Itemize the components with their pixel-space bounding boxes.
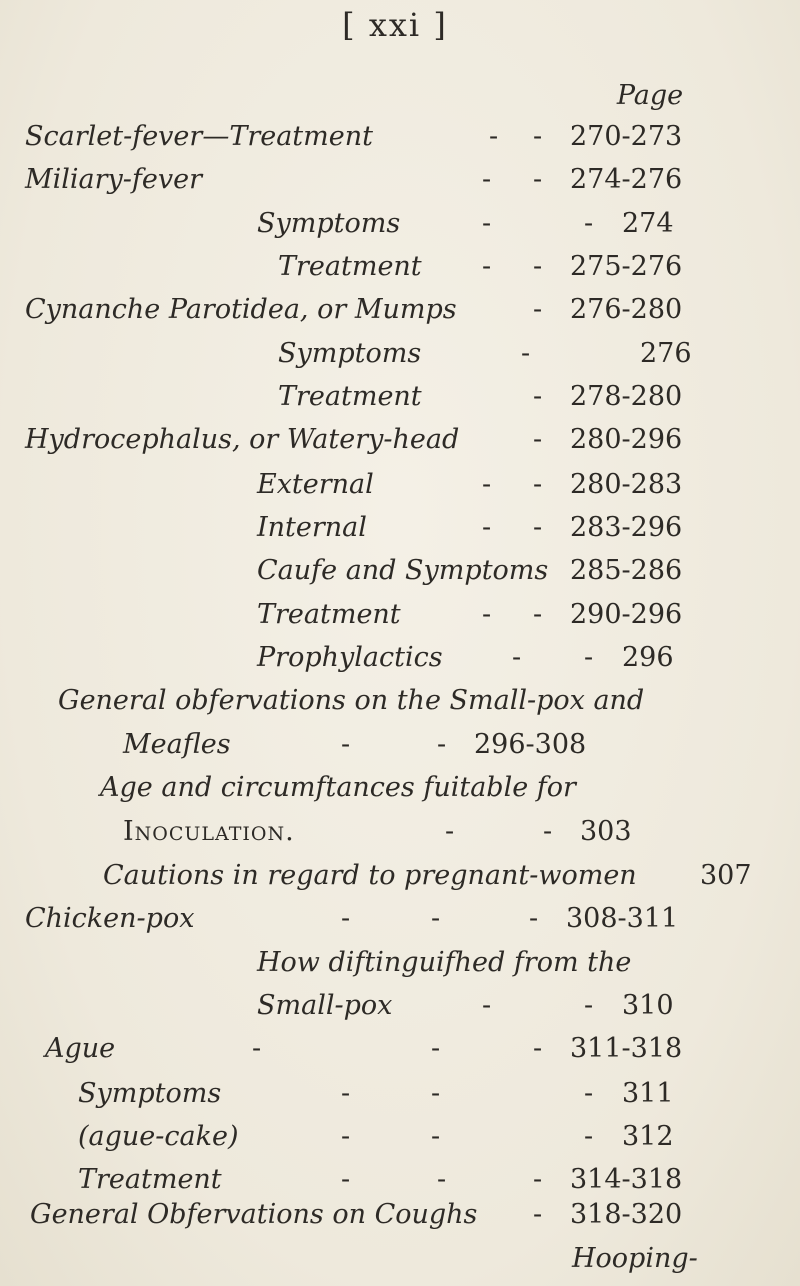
leader-dash: -: [482, 164, 492, 195]
leader-dash: -: [529, 903, 539, 934]
toc-entry: (ague-cake): [78, 1121, 239, 1152]
toc-row: [0, 1192, 800, 1238]
toc-row: [0, 374, 800, 420]
toc-page-number: 274-276: [570, 164, 683, 195]
toc-entry: Ague: [45, 1033, 116, 1064]
leader-dash: -: [533, 1033, 543, 1064]
leader-dash: -: [533, 381, 543, 412]
toc-page-number: 314-318: [570, 1164, 683, 1195]
toc-page-number: 296: [622, 642, 674, 673]
leader-dash: -: [521, 338, 531, 369]
leader-dash: -: [252, 1033, 262, 1064]
toc-entry: Treatment: [278, 251, 422, 282]
toc-entry: Cynanche Parotidea, or Mumps: [25, 294, 457, 325]
leader-dash: -: [533, 121, 543, 152]
leader-dash: -: [512, 642, 522, 673]
leader-dash: -: [482, 599, 492, 630]
leader-dash: -: [482, 990, 492, 1021]
leader-dash: -: [533, 512, 543, 543]
toc-entry: Prophylactics: [257, 642, 443, 673]
toc-row: [0, 1114, 800, 1160]
toc-row: [0, 983, 800, 1029]
toc-row: [0, 548, 800, 594]
toc-row: [0, 201, 800, 247]
toc-page-number: 310: [622, 990, 674, 1021]
toc-entry: External: [257, 469, 374, 500]
toc-page-number: 290-296: [570, 599, 683, 630]
leader-dash: -: [533, 1164, 543, 1195]
toc-row: [0, 417, 800, 463]
leader-dash: -: [445, 816, 455, 847]
leader-dash: -: [584, 1078, 594, 1109]
leader-dash: -: [482, 208, 492, 239]
leader-dash: -: [533, 424, 543, 455]
toc-page-number: 285-286: [570, 555, 683, 586]
toc-entry: Treatment: [278, 381, 422, 412]
toc-row: [0, 896, 800, 942]
toc-entry: Cautions in regard to pregnant-women: [103, 860, 637, 891]
leader-dash: -: [431, 1033, 441, 1064]
toc-page-number: 280-283: [570, 469, 683, 500]
folio-number: [ xxi ]: [342, 6, 448, 44]
toc-entry: Symptoms: [278, 338, 422, 369]
toc-page-number: 312: [622, 1121, 674, 1152]
leader-dash: -: [482, 251, 492, 282]
toc-page-number: 307: [700, 860, 752, 891]
toc-entry: Miliary-fever: [25, 164, 203, 195]
toc-entry: Caufe and Symptoms: [257, 555, 549, 586]
toc-entry: Symptoms: [257, 208, 401, 239]
toc-entry: Small-pox: [257, 990, 393, 1021]
leader-dash: -: [533, 599, 543, 630]
toc-row: [0, 287, 800, 333]
leader-dash: -: [437, 729, 447, 760]
leader-dash: -: [341, 729, 351, 760]
toc-row: [0, 635, 800, 681]
toc-entry: General obfervations on the Small-pox and: [58, 685, 645, 716]
leader-dash: -: [584, 208, 594, 239]
leader-dash: -: [431, 903, 441, 934]
toc-page-number: 311-318: [570, 1033, 683, 1064]
toc-entry: Inoculation.: [123, 816, 295, 847]
leader-dash: -: [341, 903, 351, 934]
toc-row: [0, 331, 800, 377]
leader-dash: -: [431, 1121, 441, 1152]
leader-dash: -: [431, 1078, 441, 1109]
toc-row: [0, 1071, 800, 1117]
toc-page-number: 311: [622, 1078, 674, 1109]
leader-dash: -: [533, 294, 543, 325]
leader-dash: -: [437, 1164, 447, 1195]
toc-row: [0, 592, 800, 638]
toc-row: [0, 809, 800, 855]
leader-dash: -: [533, 164, 543, 195]
toc-entry: Symptoms: [78, 1078, 222, 1109]
toc-page-number: 274: [622, 208, 674, 239]
toc-row: [0, 462, 800, 508]
leader-dash: -: [584, 990, 594, 1021]
toc-entry: Internal: [257, 512, 367, 543]
toc-page-number: 278-280: [570, 381, 683, 412]
toc-entry: Scarlet-fever—Treatment: [25, 121, 373, 152]
toc-page-number: 270-273: [570, 121, 683, 152]
toc-row: [0, 157, 800, 203]
toc-page-number: 308-311: [566, 903, 679, 934]
leader-dash: -: [482, 469, 492, 500]
catchword: Hooping-: [572, 1243, 698, 1274]
toc-page-number: 276-280: [570, 294, 683, 325]
toc-entry: Age and circumftances fuitable for: [100, 772, 576, 803]
toc-row: [0, 1026, 800, 1072]
toc-entry: Treatment: [78, 1164, 222, 1195]
toc-page-number: 280-296: [570, 424, 683, 455]
toc-page-number: 276: [640, 338, 692, 369]
leader-dash: -: [489, 121, 499, 152]
toc-page-number: 318-320: [570, 1199, 683, 1230]
leader-dash: -: [533, 1199, 543, 1230]
page-column-header: Page: [616, 80, 684, 111]
toc-row: [0, 722, 800, 768]
toc-entry: General Obfervations on Coughs: [30, 1199, 478, 1230]
leader-dash: -: [482, 512, 492, 543]
toc-row: [0, 678, 800, 724]
toc-row: [0, 765, 800, 811]
leader-dash: -: [533, 469, 543, 500]
toc-entry: How diftinguifhed from the: [257, 947, 632, 978]
toc-entry: Hydrocephalus, or Watery-head: [25, 424, 460, 455]
toc-page-number: 303: [580, 816, 632, 847]
toc-page-number: 275-276: [570, 251, 683, 282]
toc-row: [0, 244, 800, 290]
toc-entry: Chicken-pox: [25, 903, 195, 934]
toc-row: [0, 114, 800, 160]
leader-dash: -: [341, 1078, 351, 1109]
leader-dash: -: [584, 642, 594, 673]
toc-entry: Meafles: [123, 729, 231, 760]
toc-row: [0, 940, 800, 986]
leader-dash: -: [543, 816, 553, 847]
leader-dash: -: [341, 1121, 351, 1152]
toc-page-number: 296-308: [474, 729, 587, 760]
leader-dash: -: [584, 1121, 594, 1152]
toc-page-number: 283-296: [570, 512, 683, 543]
toc-row: [0, 505, 800, 551]
toc-entry: Treatment: [257, 599, 401, 630]
leader-dash: -: [533, 251, 543, 282]
toc-row: [0, 853, 800, 899]
toc-row: [0, 1236, 800, 1282]
leader-dash: -: [341, 1164, 351, 1195]
